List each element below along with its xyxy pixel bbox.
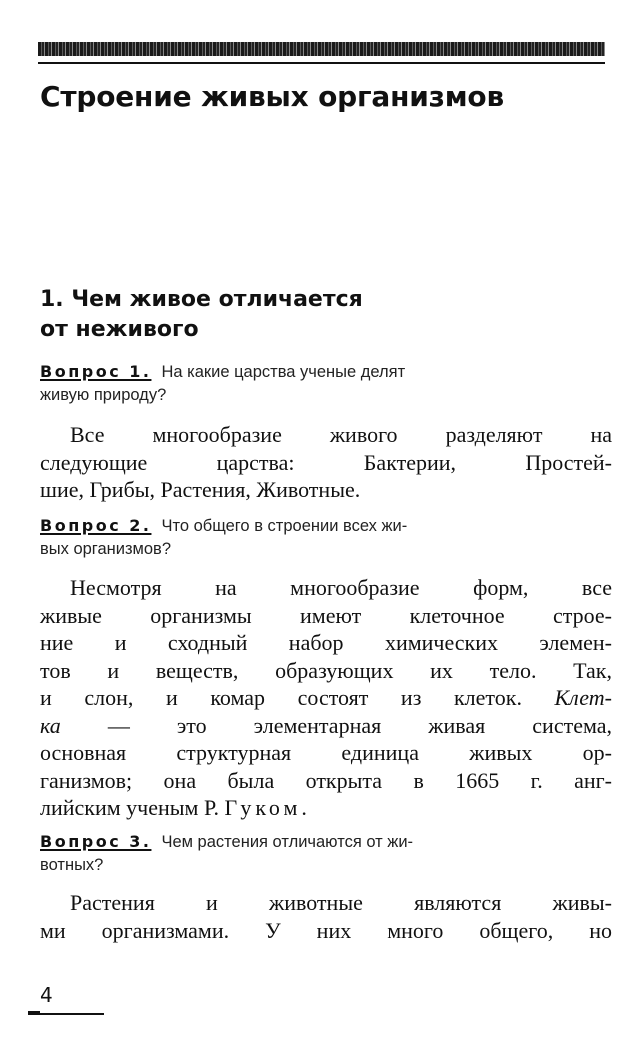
section-title-line-1: 1. Чем живое отличается bbox=[40, 287, 363, 312]
header-decorative-band bbox=[38, 42, 605, 56]
question-1 bbox=[40, 360, 610, 407]
section-title bbox=[40, 285, 580, 345]
scientist-name-spaced: Гуком. bbox=[224, 795, 311, 820]
answer-2-line: живые организмы имеют клеточное строе- bbox=[40, 602, 612, 628]
term-kletka-part-2: ка bbox=[40, 712, 61, 738]
answer-1-line: следующие царства: Бактерии, Простей- bbox=[40, 449, 612, 475]
question-3 bbox=[40, 830, 610, 877]
answer-2-line: Несмотря на многообразие форм, все bbox=[70, 575, 612, 600]
chapter-title: Строение живых организмов bbox=[40, 80, 504, 113]
answer-3-line: Растения и животные являются живы- bbox=[70, 890, 612, 915]
answer-1-line: шие, Грибы, Растения, Животные. bbox=[40, 477, 361, 502]
answer-2 bbox=[40, 574, 612, 822]
answer-2-line: ние и сходный набор химических элемен- bbox=[40, 630, 612, 655]
answer-2-line: основная структурная единица живых ор- bbox=[40, 740, 612, 765]
question-1-label: Вопрос 1. bbox=[40, 362, 152, 381]
answer-2-line bbox=[40, 684, 612, 712]
question-2-text-line-2: вых организмов? bbox=[40, 540, 172, 558]
header-rule bbox=[38, 62, 605, 64]
answer-2-line-text: и слон, и комар состоят из клеток. bbox=[40, 685, 522, 710]
term-kletka-part-1: Клет- bbox=[554, 685, 612, 710]
answer-3-line: ми организмами. У них много общего, но bbox=[40, 917, 612, 943]
answer-2-line-text: лийским ученым Р. bbox=[40, 795, 219, 820]
question-1-text-line-1: На какие царства ученые делят bbox=[161, 363, 406, 381]
answer-1 bbox=[40, 421, 612, 504]
answer-2-line bbox=[40, 794, 612, 822]
section-title-line-2: от неживого bbox=[40, 317, 199, 342]
answer-3 bbox=[40, 889, 612, 944]
question-1-text-line-2: живую природу? bbox=[40, 386, 167, 404]
page-number: 4 bbox=[40, 983, 53, 1007]
answer-2-line-text: — это элементарная живая система, bbox=[107, 712, 613, 738]
question-3-text-line-2: вотных? bbox=[40, 856, 104, 874]
question-2 bbox=[40, 514, 610, 561]
answer-2-line: ганизмов; она была открыта в 1665 г. анг- bbox=[40, 767, 612, 793]
page-number-rule-mark bbox=[28, 1011, 40, 1015]
question-3-label: Вопрос 3. bbox=[40, 832, 152, 851]
question-3-text-line-1: Чем растения отличаются от жи- bbox=[161, 833, 414, 851]
answer-2-line: тов и веществ, образующих их тело. Так, bbox=[40, 657, 612, 683]
answer-1-line: Все многообразие живого разделяют на bbox=[70, 422, 612, 447]
question-2-label: Вопрос 2. bbox=[40, 516, 152, 535]
answer-2-line bbox=[40, 712, 612, 740]
question-2-text-line-1: Что общего в строении всех жи- bbox=[161, 517, 408, 535]
